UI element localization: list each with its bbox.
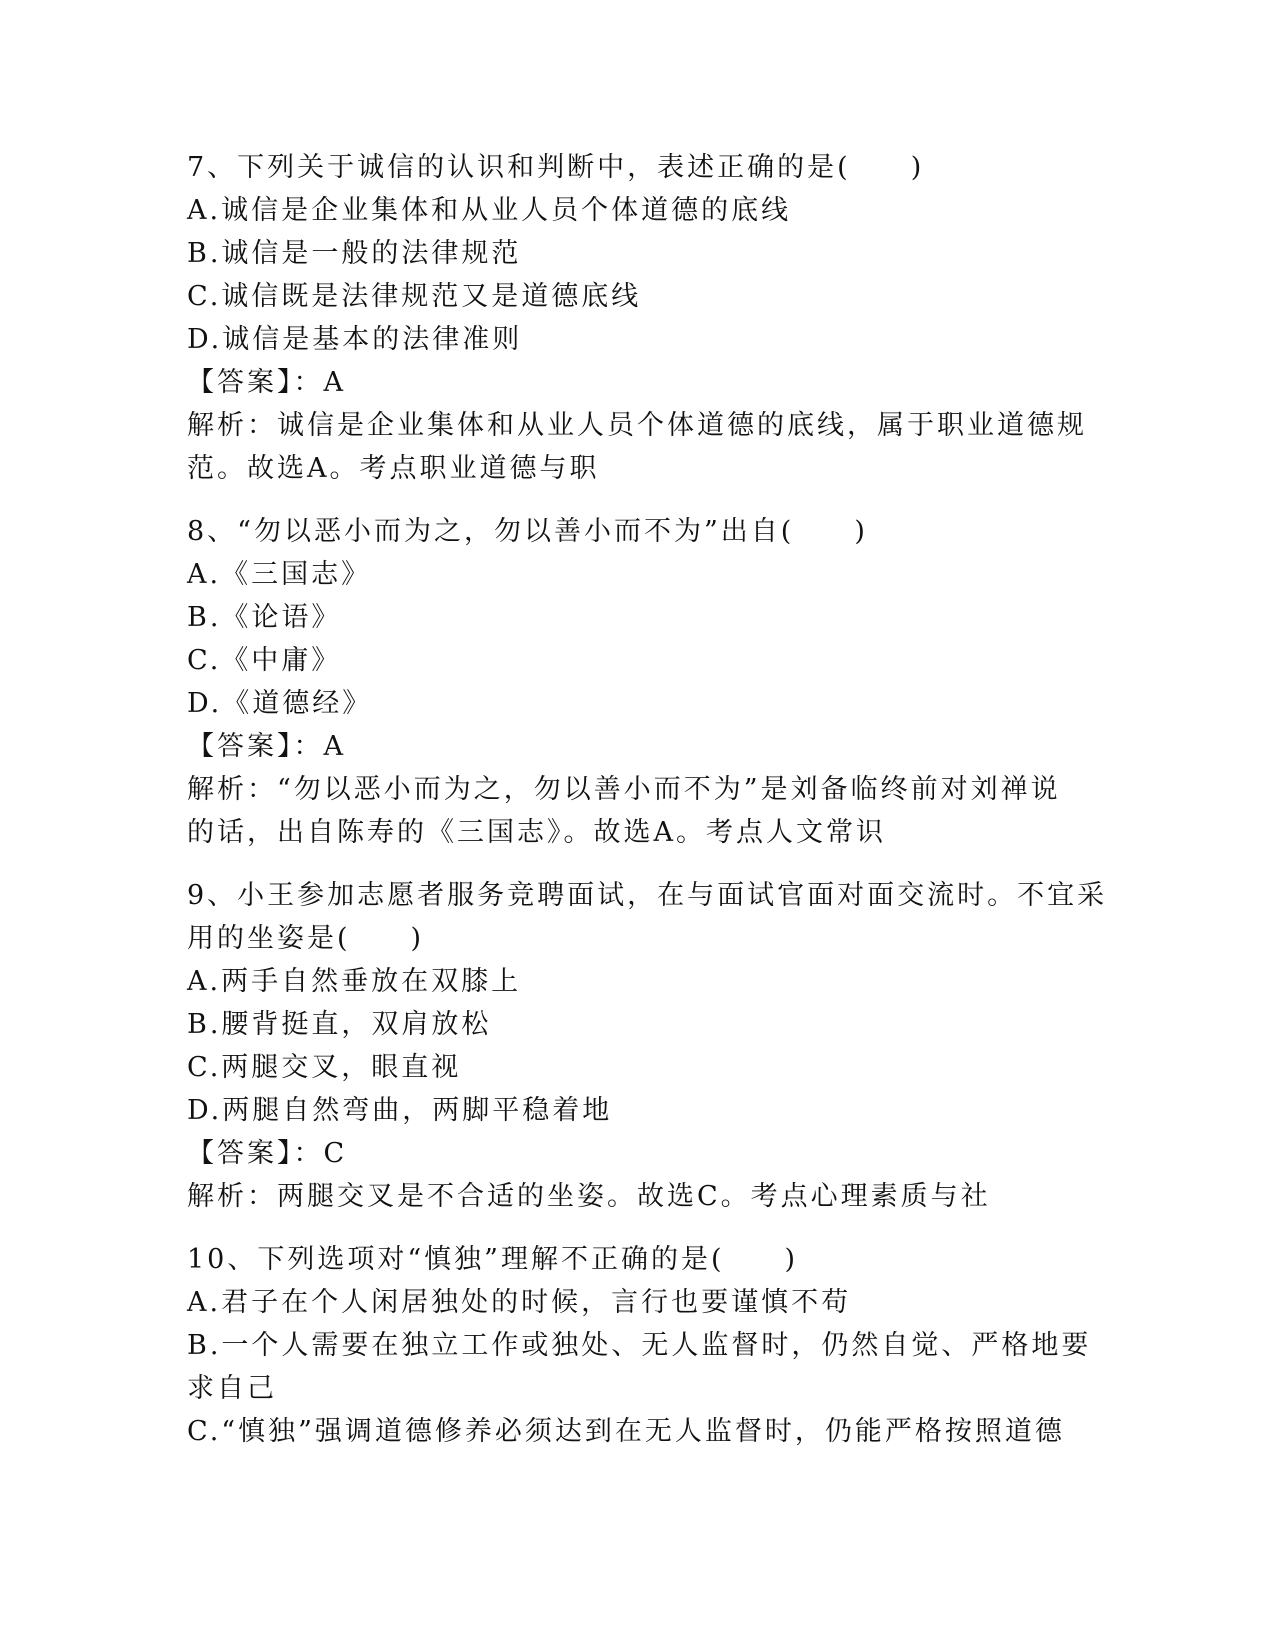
document-page [187,146,1108,1453]
answer-line: 【答案】：A [187,367,346,398]
analysis-line: 的话，出自陈寿的《三国志》。故选A。考点人文常识 [187,817,886,848]
option-a: A.君子在个人闲居独处的时候，言行也要谨慎不苟 [187,1287,852,1318]
question-stem: 8、“勿以恶小而为之，勿以善小而不为”出自( ) [187,516,868,547]
option-d: D.两腿自然弯曲，两脚平稳着地 [187,1095,613,1126]
question-stem: 9、小王参加志愿者服务竞聘面试，在与面试官面对面交流时。不宜采 [187,880,1108,911]
spacer [187,1218,1087,1238]
analysis-line: 解析：“勿以恶小而为之，勿以善小而不为”是刘备临终前对刘禅说 [187,774,1061,805]
analysis-line: 解析：两腿交叉是不合适的坐姿。故选C。考点心理素质与社 [187,1181,991,1212]
question-stem: 10、下列选项对“慎独”理解不正确的是( ) [187,1244,799,1275]
option-a: A.两手自然垂放在双膝上 [187,966,522,997]
option-d: D.《道德经》 [187,688,373,719]
option-b-continued: 求自己 [187,1373,277,1404]
option-c: C.《中庸》 [187,645,342,676]
option-d: D.诚信是基本的法律准则 [187,324,523,355]
spacer [187,490,1087,510]
option-a: A.诚信是企业集体和从业人员个体道德的底线 [187,195,792,226]
option-c: C.诚信既是法律规范又是道德底线 [187,281,642,312]
analysis-line: 解析：诚信是企业集体和从业人员个体道德的底线，属于职业道德规 [187,410,1087,441]
question-stem: 7、下列关于诚信的认识和判断中，表述正确的是( ) [187,152,925,183]
option-b: B.腰背挺直，双肩放松 [187,1009,492,1040]
option-c: C.“慎独”强调道德修养必须达到在无人监督时，仍能严格按照道德 [187,1416,1065,1447]
analysis-line: 范。故选A。考点职业道德与职 [187,453,600,484]
answer-line: 【答案】：C [187,1138,348,1169]
question-7 [187,146,1087,490]
spacer [187,854,1087,874]
option-b: B.一个人需要在独立工作或独处、无人监督时，仍然自觉、严格地要 [187,1330,1092,1361]
question-stem: 用的坐姿是( ) [187,923,425,954]
option-a: A.《三国志》 [187,559,372,590]
question-9 [187,874,1108,1218]
option-b: B.诚信是一般的法律规范 [187,238,522,269]
option-b: B.《论语》 [187,602,342,633]
option-c: C.两腿交叉，眼直视 [187,1052,462,1083]
question-10 [187,1238,1092,1453]
answer-line: 【答案】：A [187,731,346,762]
question-8 [187,510,1087,854]
